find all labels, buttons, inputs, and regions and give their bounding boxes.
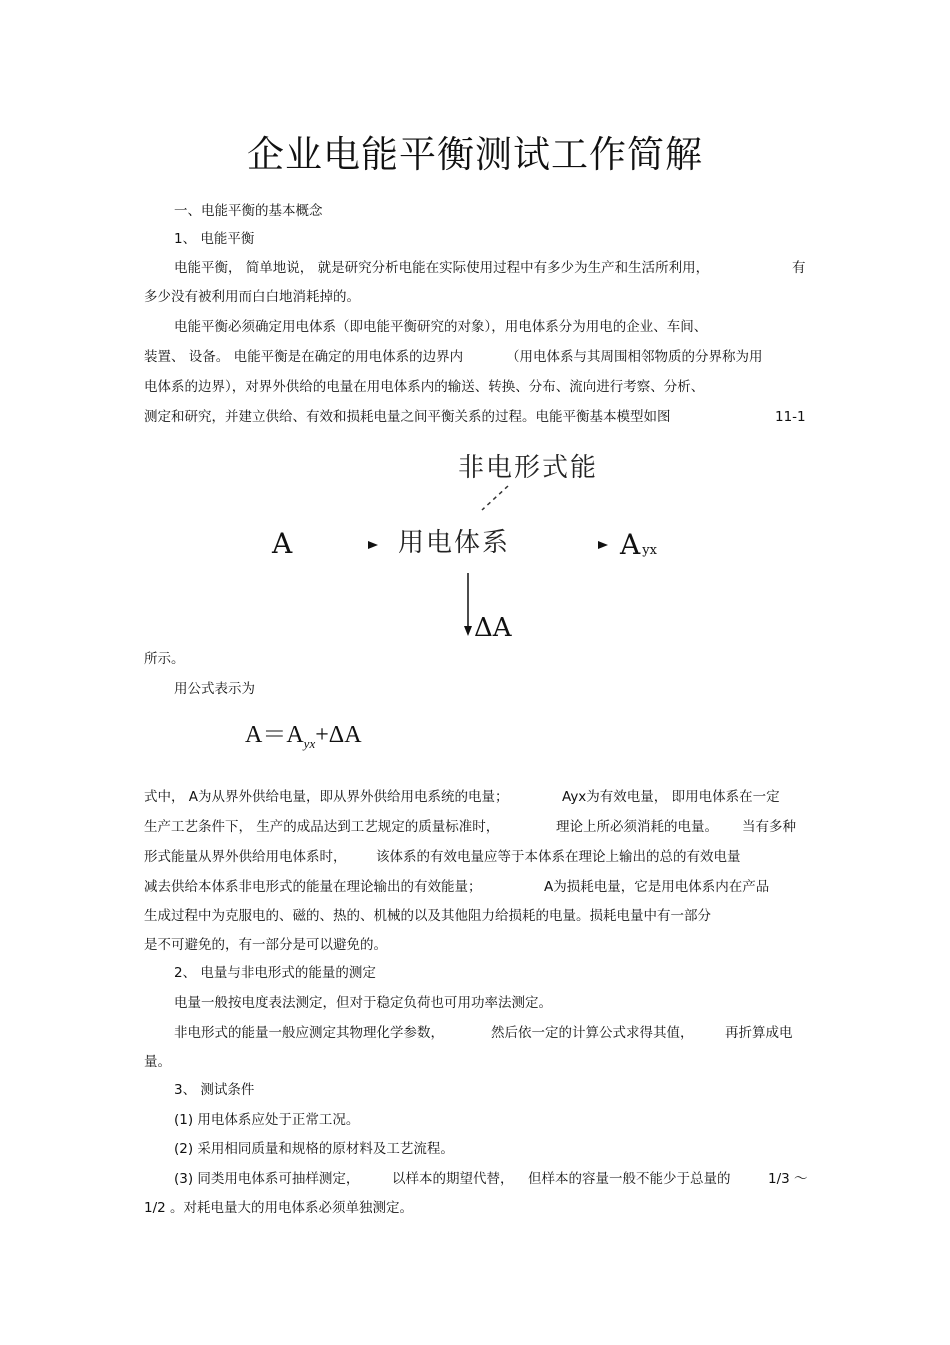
condition-item-3: 但样本的容量一般不能少于总量的 <box>528 1171 731 1187</box>
paragraph-line: 生成过程中为克服电的、磁的、热的、机械的以及其他阻力给损耗的电量。损耗电量中有一部分 <box>144 908 711 924</box>
condition-item-2: (2) 采用相同质量和规格的原材料及工艺流程。 <box>174 1141 454 1157</box>
paragraph-line: 用公式表示为 <box>174 681 255 697</box>
figure-reference: 11-1 <box>775 409 806 425</box>
paragraph-line: 生产工艺条件下， 生产的成品达到工艺规定的质量标准时， <box>144 819 500 835</box>
energy-balance-diagram <box>260 448 700 648</box>
condition-item-3: (3) 同类用电体系可抽样测定， <box>174 1171 360 1187</box>
paragraph-line: 形式能量从界外供给用电体系时， <box>144 849 347 865</box>
paragraph-line: 然后依一定的计算公式求得其值， <box>491 1025 694 1041</box>
diagram-dashed-arrow <box>482 486 508 510</box>
paragraph-line: 再折算成电 <box>725 1025 793 1041</box>
paragraph-line: 所示。 <box>144 651 185 667</box>
condition-item-3: 1/3 ～ <box>768 1171 808 1187</box>
paragraph-line: 电量一般按电度表法测定，但对于稳定负荷也可用功率法测定。 <box>174 995 552 1011</box>
paragraph-line: 有 <box>792 260 806 276</box>
paragraph-line: 量。 <box>144 1054 171 1070</box>
energy-balance-formula: $A=A_{yx}+\Delta A$ <box>245 722 362 751</box>
diagram-top-label: 非电形式能 <box>458 453 599 483</box>
subsection-heading-1-3: 3、 测试条件 <box>174 1082 255 1098</box>
paragraph-line: 多少没有被利用而白白地消耗掉的。 <box>144 289 360 305</box>
diagram-arrow-out <box>598 541 608 549</box>
paragraph-line: Ayx为有效电量， 即用电体系在一定 <box>562 789 780 805</box>
paragraph-line: 理论上所必须消耗的电量。 <box>556 819 718 835</box>
diagram-center-label: 用电体系 <box>398 528 511 558</box>
subsection-heading-1-1: 1、 电能平衡 <box>174 231 255 247</box>
subsection-heading-1-2: 2、 电量与非电形式的能量的测定 <box>174 965 376 981</box>
diagram-arrow-down <box>464 626 472 636</box>
condition-item-3: 以样本的期望代替， <box>392 1171 514 1187</box>
paragraph-line: 电能平衡， 简单地说， 就是研究分析电能在实际使用过程中有多少为生产和生活所利用， <box>174 260 710 276</box>
paragraph-line: A为损耗电量，它是用电体系内在产品 <box>544 879 770 895</box>
diagram-arrow-in <box>368 541 378 549</box>
paragraph-line: （用电体系与其周围相邻物质的分界称为用 <box>506 349 763 365</box>
paragraph-line: 当有多种 <box>742 819 796 835</box>
condition-item-1: (1) 用电体系应处于正常工况。 <box>174 1112 360 1128</box>
paragraph-line: 该体系的有效电量应等于本体系在理论上输出的总的有效电量 <box>376 849 741 865</box>
paragraph-line: 是不可避免的，有一部分是可以避免的。 <box>144 937 387 953</box>
paragraph-line: 减去供给本体系非电形式的能量在理论输出的有效能量； <box>144 879 482 895</box>
paragraph-line: 装置、 设备。 电能平衡是在确定的用电体系的边界内 <box>144 349 464 365</box>
diagram-input-label: A <box>272 527 293 560</box>
paragraph-line: 测定和研究，并建立供给、有效和损耗电量之间平衡关系的过程。电能平衡基本模型如图 <box>144 409 671 425</box>
page-title: 企业电能平衡测试工作简解 <box>247 133 703 176</box>
diagram-output-label: Ayx <box>620 528 657 561</box>
paragraph-line: 电能平衡必须确定用电体系（即电能平衡研究的对象），用电体系分为用电的企业、车间、 <box>174 319 708 335</box>
section-heading-1: 一、电能平衡的基本概念 <box>174 203 323 219</box>
condition-item-3-cont: 1/2 。对耗电量大的用电体系必须单独测定。 <box>144 1200 414 1216</box>
paragraph-line: 式中， A为从界外供给电量，即从界外供给用电系统的电量； <box>144 789 509 805</box>
diagram-loss-label: ΔA <box>474 613 512 643</box>
paragraph-line: 电体系的边界），对界外供给的电量在用电体系内的输送、转换、分布、流向进行考察、分析、 <box>144 379 705 395</box>
paragraph-line: 非电形式的能量一般应测定其物理化学参数， <box>174 1025 444 1041</box>
